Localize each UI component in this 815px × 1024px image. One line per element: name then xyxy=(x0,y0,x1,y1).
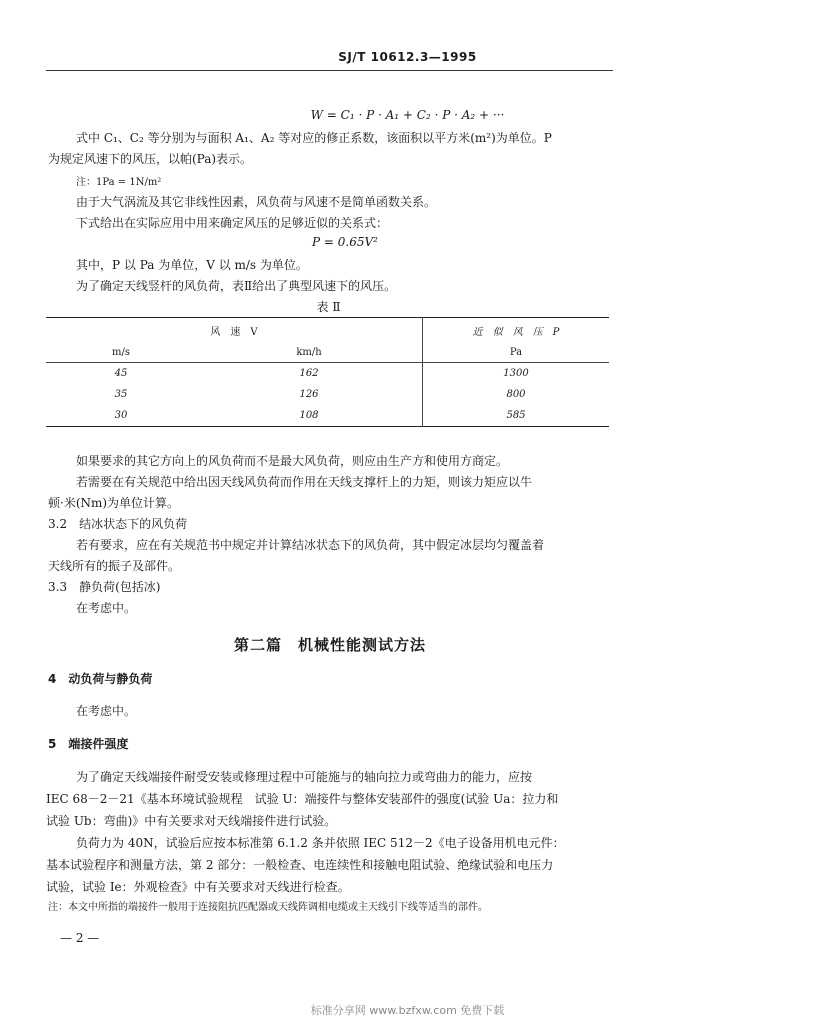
page-number: — 2 — xyxy=(60,931,100,945)
paragraph-line: 天线所有的振子及部件。 xyxy=(48,559,181,573)
col-header-pa: Pa xyxy=(423,342,610,363)
table-title: 表 Ⅱ xyxy=(316,300,341,314)
cell-pa: 585 xyxy=(506,410,526,421)
cell-ms: 30 xyxy=(114,410,128,421)
document-header: SJ/T 10612.3—1995 xyxy=(338,50,477,64)
cell-ms: 45 xyxy=(114,368,128,379)
paragraph-line: 如果要求的其它方向上的风负荷而不是最大风负荷，则应由生产方和使用方商定。 xyxy=(76,454,509,468)
cell-kmh: 162 xyxy=(196,363,423,385)
note-pascal: 注：1Pa = 1N/m² xyxy=(76,177,162,188)
paragraph-line: 负荷力为 40N，试验后应按本标准第 6.1.2 条并依照 IEC 512－2《电子设备用机电元件： xyxy=(76,836,565,850)
paragraph-line: 试验 Ub：弯曲)》中有关要求对天线端接件进行试验。 xyxy=(46,814,337,828)
paragraph-line: 由于大气涡流及其它非线性因素，风负荷与风速不是简单函数关系。 xyxy=(76,195,437,209)
formula-wind-load: W = C₁ · P · A₁ + C₂ · P · A₂ + ··· xyxy=(310,108,505,122)
table-row xyxy=(46,384,609,405)
section-heading-3-2: 3.2 结冰状态下的风负荷 xyxy=(48,517,188,531)
paragraph-line: 下式给出在实际应用中用来确定风压的足够近似的关系式： xyxy=(76,216,389,230)
paragraph-line: 为规定风速下的风压，以帕(Pa)表示。 xyxy=(48,152,253,166)
footnote: 注：本文中所指的端接件一般用于连接阻抗匹配器或天线阵调相电缆或主天线引下线等适当的部件。 xyxy=(48,902,488,913)
section-heading-5: 5 端接件强度 xyxy=(48,737,129,751)
paragraph-line: 试验，试验 Ie：外观检查》中有关要求对天线进行检查。 xyxy=(46,880,350,894)
paragraph-line: 为了确定天线端接件耐受安装或修理过程中可能施与的轴向拉力或弯曲力的能力，应按 xyxy=(76,770,533,784)
section-heading-4: 4 动负荷与静负荷 xyxy=(48,672,153,686)
table-row xyxy=(46,405,609,427)
paragraph-line: 若需要在有关规范中给出因天线风负荷而作用在天线支撑杆上的力矩，则该力矩应以牛 xyxy=(76,475,533,489)
watermark-footer: 标准分享网 www.bzfxw.com 免费下载 xyxy=(310,1004,505,1017)
part-two-title: 第二篇 机械性能测试方法 xyxy=(233,636,426,654)
table-row xyxy=(46,363,609,385)
col-header-ms: m/s xyxy=(46,342,196,363)
paragraph-line: 其中，P 以 Pa 为单位，V 以 m/s 为单位。 xyxy=(76,258,308,272)
paragraph-line: 顿·米(Nm)为单位计算。 xyxy=(48,496,180,510)
paragraph-line: IEC 68－2－21《基本环境试验规程 试验 U：端接件与整体安装部件的强度(试验 Ua：拉力和 xyxy=(46,792,559,806)
cell-kmh: 108 xyxy=(196,405,423,427)
cell-ms: 35 xyxy=(114,389,128,400)
formula-pressure: P = 0.65V² xyxy=(312,235,378,249)
cell-pa: 800 xyxy=(506,389,526,400)
section-heading-3-3: 3.3 静负荷(包括冰) xyxy=(48,580,161,594)
paragraph-line: 式中 C₁、C₂ 等分别为与面积 A₁、A₂ 等对应的修正系数，该面积以平方米(m²)为单位。P xyxy=(76,131,552,145)
paragraph-line: 在考虑中。 xyxy=(76,601,137,615)
paragraph-line: 为了确定天线竖杆的风负荷，表Ⅱ给出了典型风速下的风压。 xyxy=(76,279,397,293)
paragraph-line: 基本试验程序和测量方法，第 2 部分：一般检查、电连续性和接触电阻试验、绝缘试验和电压力 xyxy=(46,858,554,872)
header-rule xyxy=(46,70,613,71)
wind-pressure-table xyxy=(46,317,609,427)
header-pressure: 近 似 风 压 P xyxy=(472,326,560,338)
paragraph-line: 若有要求，应在有关规范书中规定并计算结冰状态下的风负荷，其中假定冰层均匀覆盖着 xyxy=(76,538,545,552)
paragraph-line: 在考虑中。 xyxy=(76,704,137,718)
cell-pa: 1300 xyxy=(503,368,529,379)
cell-kmh: 126 xyxy=(196,384,423,405)
col-header-kmh: km/h xyxy=(196,342,423,363)
header-wind-speed: 风 速 V xyxy=(46,318,423,343)
